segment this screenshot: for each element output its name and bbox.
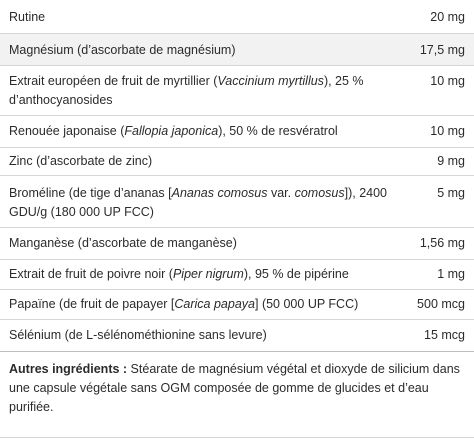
ingredient-name: Renouée japonaise (Fallopia japonica), 50 % de resvératrol [9,124,338,138]
ingredient-amount: 15 mcg [424,328,465,342]
table-row [0,176,474,228]
ingredient-name: Magnésium (d’ascorbate de magnésium) [9,43,236,57]
divider [0,437,474,438]
ingredient-amount: 1,56 mg [419,236,465,250]
other-ingredients-label: Autres ingrédients : [9,362,128,376]
table-row [0,260,474,290]
table-row [0,66,474,116]
table-row [0,290,474,320]
other-ingredients [9,360,465,417]
ingredient-amount: 10 mg [430,74,465,88]
ingredient-name: Broméline (de tige d’ananas [Ananas comosus var. comosus]), 2400 GDU/g (180 000 UP FCC) [9,186,388,219]
ingredient-name: Extrait européen de fruit de myrtillier (Vaccinium myrtillus), 25 % d’anthocyanosides [9,74,364,107]
table-row [0,320,474,352]
ingredient-amount: 10 mg [430,124,465,138]
other-ingredients-text: Stéarate de magnésium végétal et dioxyde de silicium dans une capsule végétale sans OGM composée de gomme de glucides et d’eau purifiée. [9,362,460,414]
table-row [0,34,474,66]
ingredient-name: Papaïne (de fruit de papayer [Carica papaya] (50 000 UP FCC) [9,297,359,311]
ingredient-amount: 20 mg [430,10,465,24]
ingredient-amount: 1 mg [437,267,465,281]
ingredient-amount: 9 mg [437,154,465,168]
ingredient-name: Extrait de fruit de poivre noir (Piper nigrum), 95 % de pipérine [9,267,349,281]
table-row [0,0,474,34]
ingredient-name: Sélénium (de L-sélénométhionine sans levure) [9,328,267,342]
table-row [0,148,474,176]
table-row [0,116,474,148]
ingredient-name: Manganèse (d’ascorbate de manganèse) [9,236,237,250]
ingredient-amount: 17,5 mg [419,43,465,57]
ingredient-amount: 500 mcg [417,297,465,311]
ingredient-name: Zinc (d’ascorbate de zinc) [9,154,153,168]
table-row [0,228,474,260]
ingredient-amount: 5 mg [437,186,465,200]
ingredient-name: Rutine [9,10,46,24]
